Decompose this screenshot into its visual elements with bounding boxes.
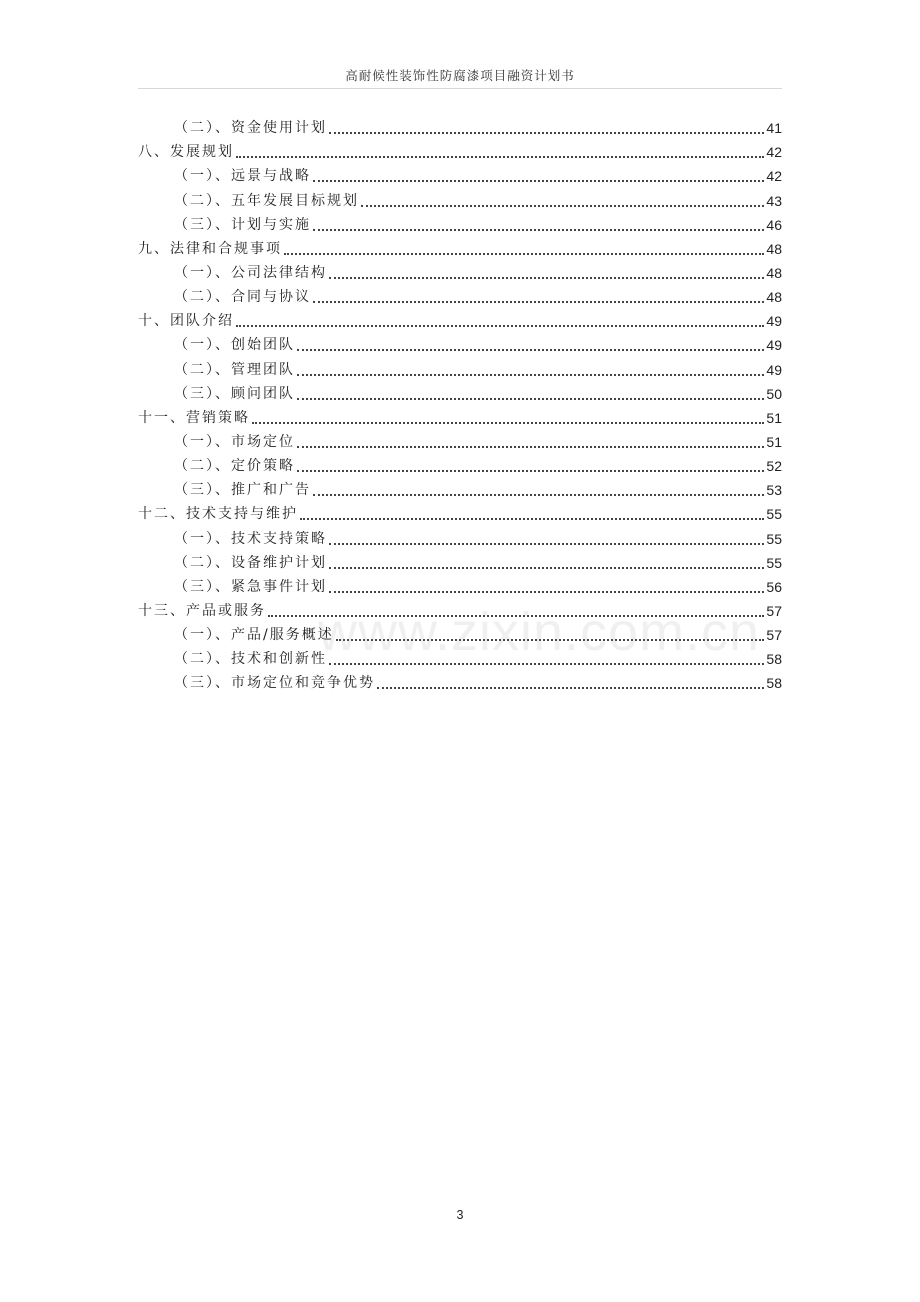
toc-entry[interactable] [138, 282, 782, 306]
toc-dot-leader [284, 253, 764, 255]
toc-dot-leader [297, 446, 764, 448]
toc-entry-page-number: 58 [766, 675, 782, 692]
toc-entry-page-number: 56 [766, 578, 782, 595]
toc-entry[interactable] [138, 306, 782, 330]
toc-entry[interactable] [138, 113, 782, 137]
toc-dot-leader [313, 180, 764, 182]
toc-entry[interactable] [138, 161, 782, 185]
toc-dot-leader [297, 374, 764, 376]
toc-entry-page-number: 55 [766, 530, 782, 547]
toc-dot-leader [377, 687, 764, 689]
toc-entry-title: （一）、技术支持策略 [174, 530, 327, 547]
toc-entry-page-number: 42 [766, 168, 782, 185]
toc-entry[interactable] [138, 258, 782, 282]
toc-entry-page-number: 42 [766, 144, 782, 161]
toc-entry[interactable] [138, 234, 782, 258]
toc-entry[interactable] [138, 379, 782, 403]
toc-dot-leader [329, 277, 764, 279]
toc-entry-title: （一）、产品/服务概述 [174, 627, 334, 644]
toc-dot-leader [329, 663, 764, 665]
toc-dot-leader [268, 615, 764, 617]
toc-entry-title: （二）、五年发展目标规划 [174, 192, 359, 209]
toc-entry[interactable] [138, 185, 782, 209]
toc-entry[interactable] [138, 427, 782, 451]
toc-entry-page-number: 48 [766, 289, 782, 306]
toc-entry-page-number: 49 [766, 313, 782, 330]
toc-dot-leader [361, 205, 764, 207]
toc-entry-title: （二）、合同与协议 [174, 289, 311, 306]
page-number: 3 [456, 1208, 464, 1222]
page-header-title: 高耐候性装饰性防腐漆项目融资计划书 [345, 68, 575, 83]
toc-dot-leader [300, 518, 764, 520]
toc-entry-title: （二）、资金使用计划 [174, 120, 327, 137]
toc-entry-title: （三）、紧急事件计划 [174, 578, 327, 595]
toc-entry-title: （三）、顾问团队 [174, 385, 295, 402]
toc-entry[interactable] [138, 668, 782, 692]
toc-entry[interactable] [138, 354, 782, 378]
header-divider [138, 88, 782, 89]
table-of-contents [138, 113, 782, 692]
toc-entry[interactable] [138, 451, 782, 475]
toc-dot-leader [329, 132, 764, 134]
toc-entry-page-number: 57 [766, 602, 782, 619]
toc-entry-title: （二）、定价策略 [174, 458, 295, 475]
toc-entry-page-number: 48 [766, 264, 782, 281]
toc-dot-leader [252, 422, 764, 424]
toc-entry-title: 十、团队介绍 [138, 313, 234, 330]
toc-entry-title: （三）、推广和广告 [174, 482, 311, 499]
toc-entry[interactable] [138, 403, 782, 427]
toc-entry-title: （一）、创始团队 [174, 337, 295, 354]
toc-entry-title: （二）、设备维护计划 [174, 554, 327, 571]
toc-entry-page-number: 55 [766, 554, 782, 571]
toc-dot-leader [329, 543, 764, 545]
toc-entry[interactable] [138, 596, 782, 620]
watermark: www.zixin.com.cn [318, 602, 761, 662]
toc-entry-title: 十二、技术支持与维护 [138, 506, 298, 523]
toc-dot-leader [313, 301, 764, 303]
toc-entry-page-number: 58 [766, 651, 782, 668]
toc-entry[interactable] [138, 499, 782, 523]
toc-entry-page-number: 46 [766, 216, 782, 233]
toc-dot-leader [336, 639, 765, 641]
toc-dot-leader [297, 349, 764, 351]
toc-entry-title: 九、法律和合规事项 [138, 240, 282, 257]
toc-entry-page-number: 55 [766, 506, 782, 523]
toc-entry[interactable] [138, 137, 782, 161]
toc-entry[interactable] [138, 572, 782, 596]
toc-entry-title: （三）、市场定位和竞争优势 [174, 675, 375, 692]
toc-entry-page-number: 51 [766, 433, 782, 450]
toc-entry-page-number: 52 [766, 458, 782, 475]
toc-entry[interactable] [138, 210, 782, 234]
toc-dot-leader [297, 470, 764, 472]
toc-entry[interactable] [138, 523, 782, 547]
toc-dot-leader [313, 494, 764, 496]
toc-entry-title: （三）、计划与实施 [174, 216, 311, 233]
toc-entry-page-number: 43 [766, 192, 782, 209]
toc-entry-title: 八、发展规划 [138, 144, 234, 161]
toc-dot-leader [236, 156, 764, 158]
toc-entry-page-number: 49 [766, 337, 782, 354]
toc-entry-page-number: 48 [766, 240, 782, 257]
toc-entry-page-number: 49 [766, 361, 782, 378]
toc-entry[interactable] [138, 475, 782, 499]
toc-entry-title: （二）、技术和创新性 [174, 651, 327, 668]
toc-entry-page-number: 51 [766, 409, 782, 426]
toc-dot-leader [236, 325, 764, 327]
toc-entry[interactable] [138, 548, 782, 572]
toc-entry-page-number: 41 [766, 120, 782, 137]
toc-entry-page-number: 50 [766, 385, 782, 402]
toc-dot-leader [329, 591, 764, 593]
toc-entry-page-number: 53 [766, 482, 782, 499]
toc-dot-leader [329, 567, 764, 569]
toc-entry-title: （一）、远景与战略 [174, 168, 311, 185]
toc-entry[interactable] [138, 330, 782, 354]
toc-entry-title: （一）、市场定位 [174, 433, 295, 450]
toc-entry-title: 十三、产品或服务 [138, 602, 266, 619]
toc-dot-leader [297, 398, 764, 400]
toc-entry-title: （二）、管理团队 [174, 361, 295, 378]
toc-dot-leader [313, 229, 764, 231]
toc-entry-page-number: 57 [766, 627, 782, 644]
toc-entry[interactable] [138, 620, 782, 644]
toc-entry[interactable] [138, 644, 782, 668]
toc-entry-title: （一）、公司法律结构 [174, 264, 327, 281]
toc-entry-title: 十一、营销策略 [138, 409, 250, 426]
